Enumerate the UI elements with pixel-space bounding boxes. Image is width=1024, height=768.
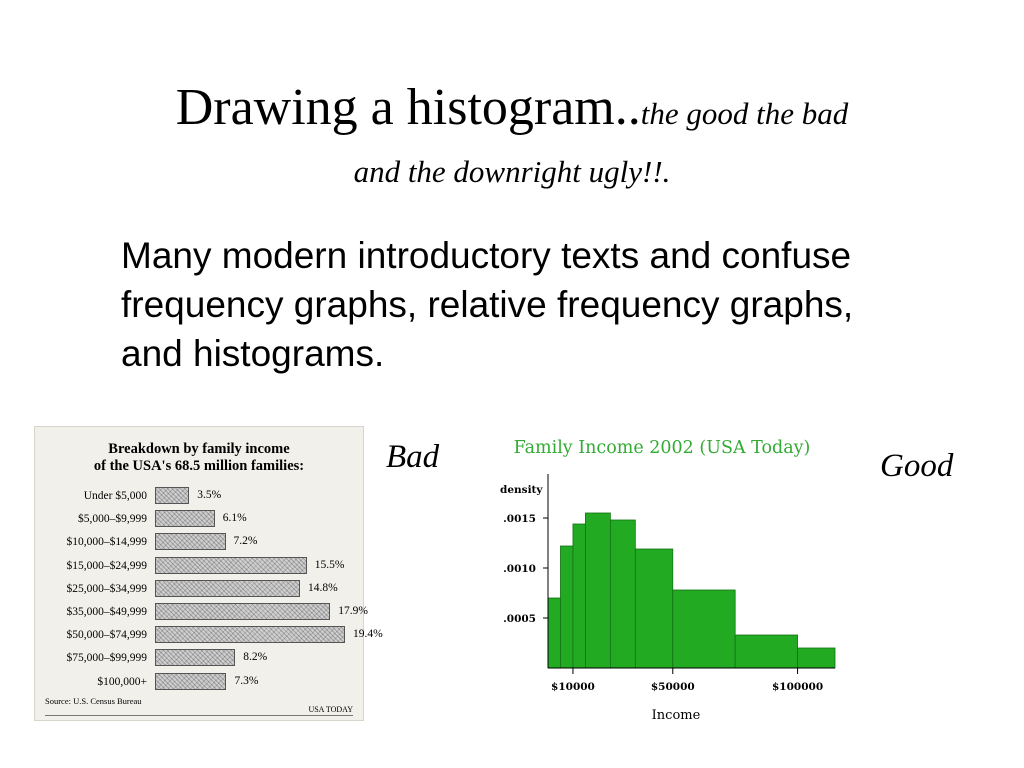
- bad-chart-row: [35, 624, 383, 647]
- good-chart-bars: [548, 513, 835, 668]
- y-tick-label: .0015: [503, 513, 536, 525]
- bad-chart-category-label: $5,000–$9,999: [78, 513, 147, 526]
- bad-chart-value-label: 3.5%: [197, 489, 222, 501]
- bad-chart-value-label: 8.2%: [243, 651, 268, 664]
- bad-chart-value-label: 17.9%: [338, 605, 369, 617]
- bad-chart-credit: USA TODAY: [308, 705, 353, 714]
- bad-chart-bar: [155, 533, 226, 550]
- good-chart-x-ticks: [551, 668, 823, 693]
- label-good: Good: [880, 448, 954, 484]
- x-tick-label: $10000: [551, 681, 595, 693]
- bad-chart-category-label: $15,000–$24,999: [66, 559, 147, 572]
- bad-chart-bar: [155, 626, 345, 643]
- bad-chart-title-line1: Breakdown by family income: [108, 441, 290, 457]
- bad-chart-bar: [155, 649, 235, 666]
- bad-chart-value-label: 19.4%: [353, 628, 383, 641]
- bad-chart-value-label: 14.8%: [307, 581, 338, 594]
- bad-chart-category-label: $35,000–$49,999: [66, 606, 147, 618]
- bad-chart-row: [35, 531, 363, 554]
- bad-chart-value-label: 7.3%: [234, 674, 259, 687]
- bad-chart-bar: [155, 673, 226, 690]
- title-subtitle: the good the bad: [640, 96, 849, 131]
- good-chart-ylabel: density: [500, 484, 543, 496]
- histogram-bar: [735, 635, 797, 668]
- histogram-bar: [573, 524, 585, 668]
- y-tick-label: .0010: [503, 563, 536, 575]
- bad-chart-row: [35, 671, 363, 694]
- bad-chart-category-label: $10,000–$14,999: [66, 536, 147, 549]
- good-chart-xlabel: Income: [651, 708, 701, 723]
- good-chart-y-ticks: [503, 513, 548, 625]
- histogram-bar: [673, 590, 735, 668]
- bad-chart-category-label: $50,000–$74,999: [66, 629, 147, 642]
- bad-chart-category-label: $25,000–$34,999: [66, 582, 147, 595]
- histogram-bar: [560, 546, 572, 668]
- histogram-bar: [548, 598, 560, 668]
- bad-chart-category-label: Under $5,000: [83, 490, 147, 502]
- bad-chart-title-line2: of the USA's 68.5 million families:: [93, 458, 305, 475]
- good-chart: [480, 426, 850, 726]
- bad-chart-bar: [155, 487, 189, 504]
- bad-chart-category-label: $100,000+: [97, 675, 147, 688]
- bad-chart-bar: [155, 603, 330, 620]
- bad-chart-category-label: $75,000–$99,999: [66, 652, 147, 665]
- histogram-bar: [610, 520, 635, 668]
- bad-chart-row: [35, 647, 363, 670]
- bad-chart-row: [35, 508, 363, 531]
- bad-chart-row: [35, 485, 363, 508]
- good-chart-title: Family Income 2002 (USA Today): [513, 438, 811, 458]
- bad-chart-value-label: 7.2%: [233, 535, 258, 548]
- bad-chart-bar: [155, 510, 215, 527]
- title-subtitle-line2: and the downright ugly!!.: [353, 154, 671, 189]
- bad-chart-value-label: 6.1%: [222, 512, 247, 525]
- bad-chart-row: [35, 555, 363, 578]
- bad-chart-row: [35, 578, 363, 601]
- body-text: Many modern introductory texts and confuse frequency graphs, relative frequency graphs, and histograms.: [121, 235, 854, 374]
- bad-chart-title: [35, 441, 363, 476]
- bad-chart: [34, 426, 383, 721]
- histogram-bar: [635, 549, 672, 668]
- histogram-bar: [585, 513, 610, 668]
- x-tick-label: $100000: [771, 681, 824, 693]
- y-tick-label: .0005: [503, 613, 536, 625]
- bad-chart-bar: [155, 580, 300, 597]
- label-bad: Bad: [386, 439, 440, 475]
- histogram-bar: [798, 648, 835, 668]
- title-main: Drawing a histogram..: [175, 79, 641, 136]
- bad-chart-source: Source: U.S. Census Bureau: [45, 696, 142, 706]
- bad-chart-row: [35, 601, 369, 624]
- bad-chart-value-label: 15.5%: [314, 558, 345, 571]
- x-tick-label: $50000: [650, 681, 695, 693]
- bad-chart-rule: [45, 715, 353, 716]
- slide-title: [60, 78, 964, 138]
- bad-chart-bar: [155, 557, 307, 574]
